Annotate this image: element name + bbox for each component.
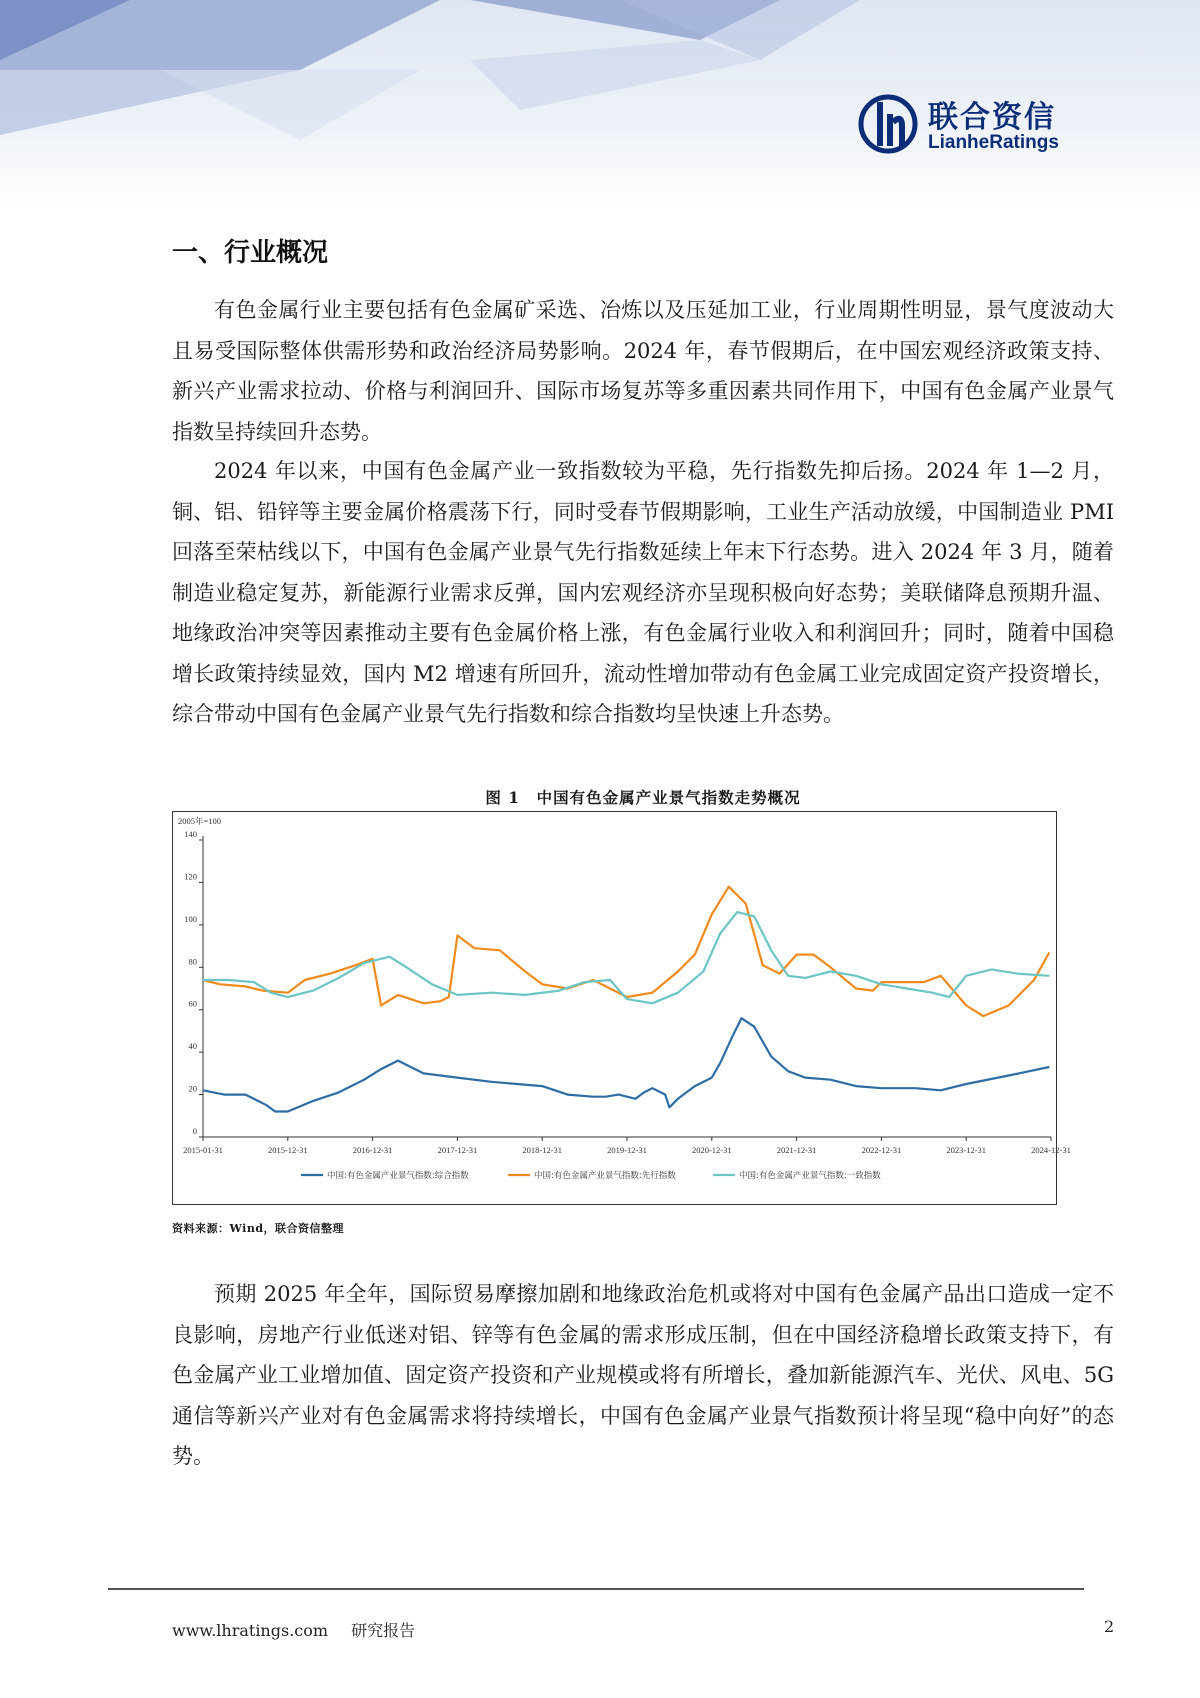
x-tick-label: 2021-12-31 [776, 1145, 817, 1155]
y-tick-label: 60 [188, 998, 197, 1009]
section-heading: 一、行业概况 [172, 238, 329, 268]
series-line-1 [203, 1018, 1049, 1111]
series-line-3 [203, 912, 1049, 1003]
footer-website-link[interactable]: www.lhratings.com [172, 1621, 329, 1640]
line-chart [173, 812, 1071, 1206]
body-paragraph: 有色金属行业主要包括有色金属矿采选、冶炼以及压延加工业，行业周期性明显，景气度波动大且易受国际整体供需形势和政治经济局势影响。2024 年，春节假期后，在中国宏观经济政策支持、新兴产业需求拉动、价格与利润回升、国际市场复苏等多重因素共同作用下，中国有色金属产业景气指数呈持续回升态势。 [172, 298, 1114, 444]
footer-document-type: 研究报告 [351, 1621, 416, 1640]
body-paragraph: 2024 年以来，中国有色金属产业一致指数较为平稳，先行指数先抑后扬。2024 年 1—2 月，铜、铝、铅锌等主要金属价格震荡下行，同时受春节假期影响，工业生产活动放缓，中国制造业 PMI 回落至荣枯线以下，中国有色金属产业景气先行指数延续上年末下行态势。进入 2024 年 3 月，随着制造业稳定复苏，新能源行业需求反弹，国内宏观经济亦呈现积极向好态势；美联储降息预期升温、地缘政治冲突等因素推动主要有色金属价格上涨，有色金属行业收入和利润回升；同时，随着中国稳增长政策持续显效，国内 M2 增速有所回升，流动性增加带动有色金属工业完成固定资产投资增长，综合带动中国有色金属产业景气先行指数和综合指数均呈快速上升态势。 [172, 459, 1114, 726]
legend-label: 中国:有色金属产业景气指数:综合指数 [327, 1171, 469, 1181]
unit-label: 2005年=100 [178, 816, 222, 826]
x-tick-label: 2022-12-31 [861, 1145, 902, 1155]
x-tick-label: 2024-12-31 [1031, 1145, 1071, 1155]
x-tick-label: 2015-01-31 [183, 1145, 223, 1155]
x-tick-label: 2017-12-31 [437, 1145, 478, 1155]
y-tick-label: 40 [188, 1041, 197, 1052]
y-tick-label: 120 [184, 871, 197, 882]
x-tick-label: 2020-12-31 [691, 1145, 732, 1155]
legend-label: 中国:有色金属产业景气指数:一致指数 [739, 1171, 881, 1181]
chart-frame [172, 811, 1071, 1205]
page-number: 2 [1104, 1617, 1115, 1636]
x-tick-label: 2023-12-31 [946, 1145, 987, 1155]
legend-label: 中国:有色金属产业景气指数:先行指数 [534, 1171, 676, 1181]
company-logo [858, 92, 1068, 158]
y-tick-label: 80 [188, 956, 197, 967]
logo-english-name: LianheRatings [928, 132, 1059, 153]
figure-caption: 图 1 中国有色金属产业景气指数走势概况 [485, 788, 801, 807]
y-tick-label: 20 [188, 1083, 197, 1094]
logo-chinese-name: 联合资信 [928, 100, 1056, 135]
x-tick-label: 2016-12-31 [352, 1145, 393, 1155]
y-tick-label: 140 [184, 829, 197, 839]
x-tick-label: 2019-12-31 [607, 1145, 647, 1155]
footer-info [172, 1618, 433, 1641]
y-tick-label: 100 [184, 913, 197, 924]
body-paragraph: 预期 2025 年全年，国际贸易摩擦加剧和地缘政治危机或将对中国有色金属产品出口造成一定不良影响，房地产行业低迷对铝、锌等有色金属的需求形成压制，但在中国经济稳增长政策支持下，有色金属产业工业增加值、固定资产投资和产业规模或将有所增长，叠加新能源汽车、光伏、风电、5G 通信等新兴产业对有色金属需求将持续增长，中国有色金属产业景气指数预计将呈现“稳中向好”的态势。 [172, 1282, 1114, 1468]
figure-source-note: 资料来源：Wind，联合资信整理 [172, 1222, 345, 1235]
footer-divider [108, 1588, 1084, 1590]
x-tick-label: 2018-12-31 [522, 1145, 563, 1155]
y-tick-label: 0 [192, 1126, 197, 1136]
lianhe-logo-icon [858, 92, 918, 156]
x-tick-label: 2015-12-31 [267, 1145, 308, 1155]
